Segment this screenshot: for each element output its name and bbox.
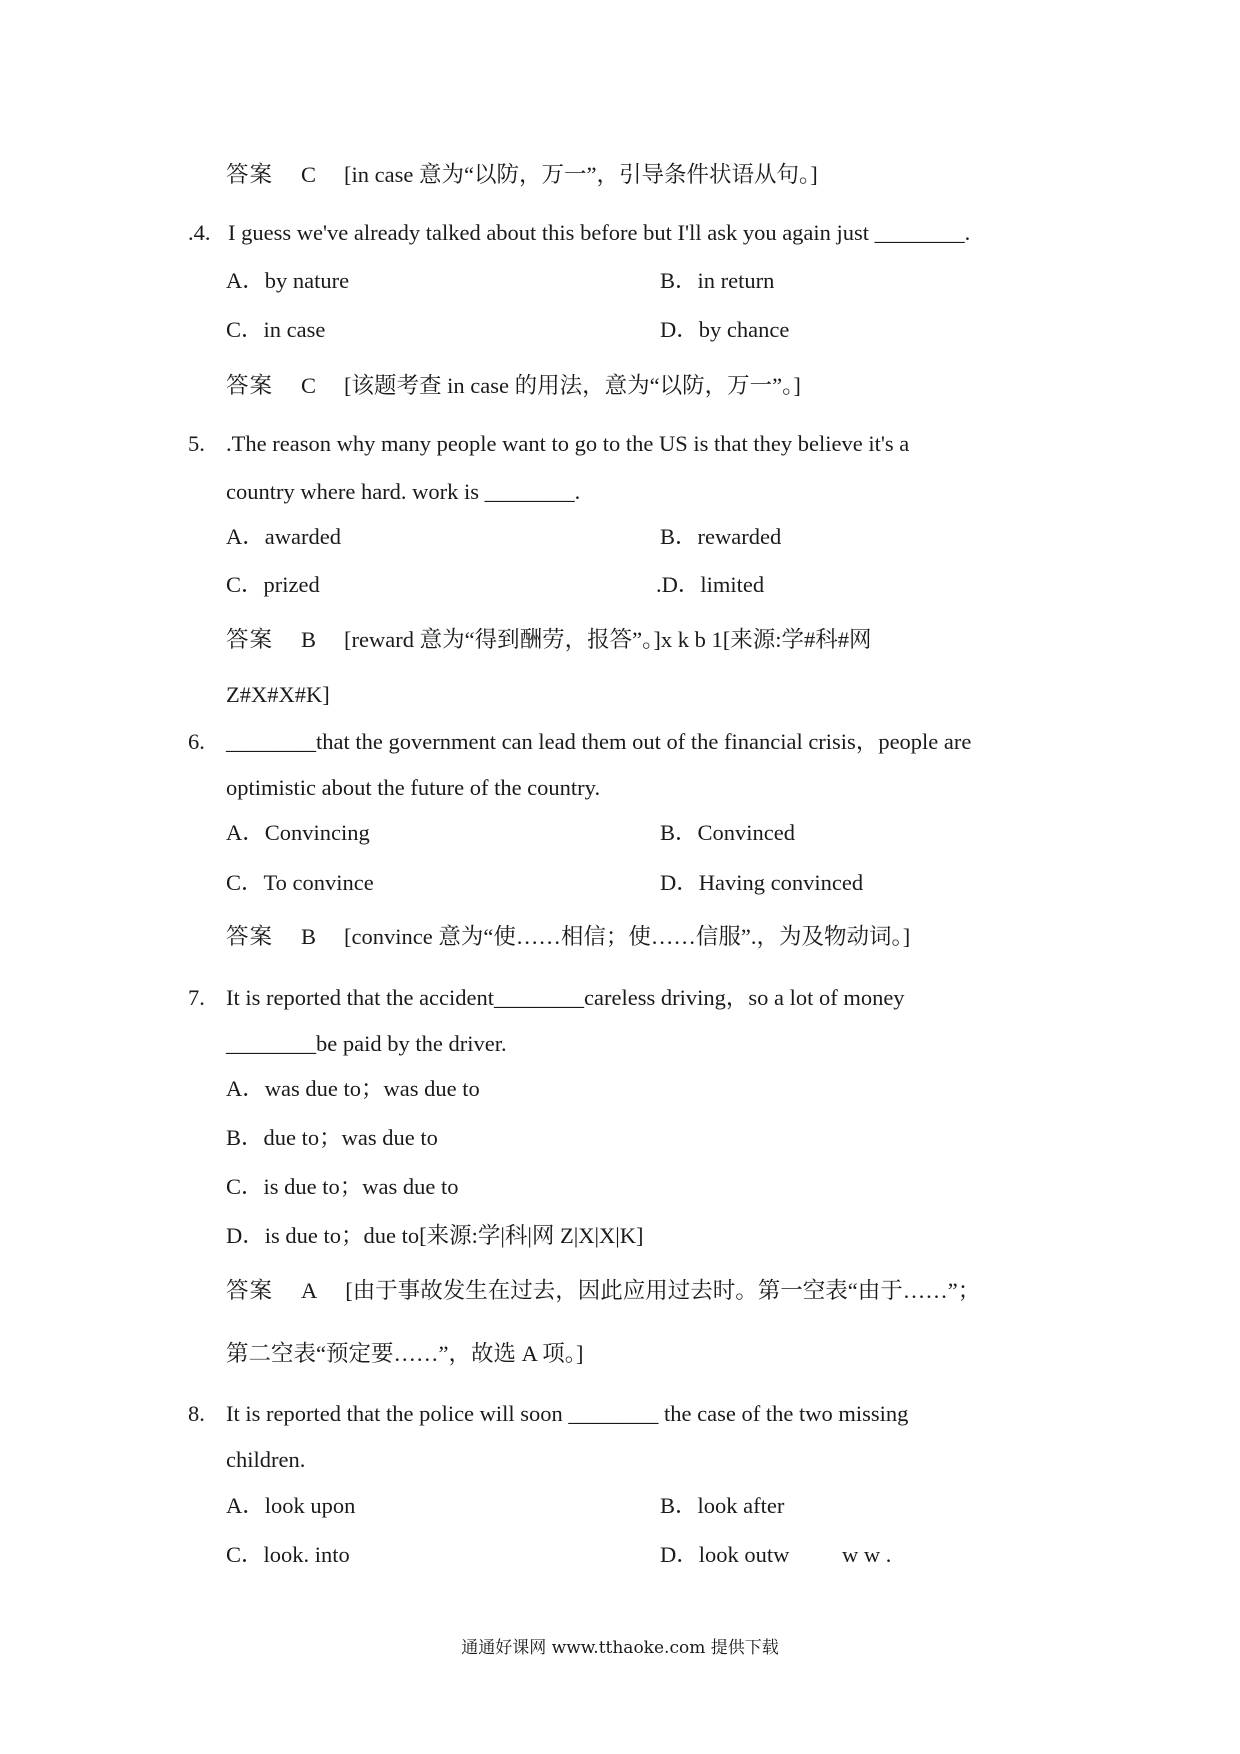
- q4-option-b: B．in return: [660, 268, 775, 293]
- answer-explanation: [该题考查 in case 的用法，意为“以防，万一”。]: [344, 373, 801, 398]
- question-8-stem-line2: children.: [226, 1447, 306, 1472]
- q5-option-d: .D．limited: [656, 572, 765, 597]
- question-6-stem-line1: ________that the government can lead them out of the financial crisis，people are: [226, 729, 972, 754]
- question-4-stem: I guess we've already talked about this before but I'll ask you again just ________.: [228, 220, 971, 245]
- question-8-stem-line1: It is reported that the police will soon ________ the case of the two missing: [226, 1401, 909, 1426]
- q7-option-d: D．is due to；due to[来源:学|科|网 Z|X|X|K]: [226, 1223, 644, 1248]
- answer-label: 答案: [226, 1278, 274, 1303]
- q8-option-d: D．look outw: [660, 1542, 790, 1567]
- answer-7: [226, 1276, 980, 1306]
- answer-letter: A: [301, 1278, 318, 1303]
- question-6-number: 6.: [188, 729, 205, 754]
- question-5-number: 5.: [188, 431, 205, 456]
- answer-explanation: [in case 意为“以防，万一”，引导条件状语从句。]: [344, 162, 818, 187]
- q7-option-b: B．due to；was due to: [226, 1125, 438, 1150]
- q5-option-a: A．awarded: [226, 524, 341, 549]
- question-7-stem-line2: ________be paid by the driver.: [226, 1031, 507, 1056]
- q5-option-c: C．prized: [226, 572, 320, 597]
- answer-6: [226, 922, 910, 952]
- answer-label: 答案: [226, 627, 274, 652]
- q7-option-c: C．is due to；was due to: [226, 1174, 459, 1199]
- q8-option-a: A．look upon: [226, 1493, 356, 1518]
- q8-stray-text: w w .: [842, 1542, 892, 1567]
- q7-option-a: A．was due to；was due to: [226, 1076, 480, 1101]
- answer-letter: C: [301, 162, 317, 187]
- answer-5-continued: Z#X#X#K]: [226, 682, 330, 707]
- question-7-stem-line1: It is reported that the accident________careless driving，so a lot of money: [226, 985, 905, 1010]
- q6-option-d: D．Having convinced: [660, 870, 864, 895]
- answer-4: [226, 371, 801, 401]
- answer-explanation: [reward 意为“得到酬劳，报答”。]x k b 1[来源:学#科#网: [344, 627, 872, 652]
- answer-letter: B: [301, 627, 317, 652]
- question-7-number: 7.: [188, 985, 205, 1010]
- q4-option-a: A．by nature: [226, 268, 350, 293]
- answer-explanation: [convince 意为“使……相信；使……信服”.，为及物动词。]: [344, 924, 911, 949]
- answer-3: [226, 160, 818, 190]
- q8-option-c: C．look. into: [226, 1542, 350, 1567]
- page-footer: 通通好课网 www.tthaoke.com 提供下载: [461, 1638, 779, 1658]
- q8-option-b: B．look after: [660, 1493, 785, 1518]
- answer-7-continued: 第二空表“预定要……”，故选 A 项。]: [226, 1341, 584, 1366]
- answer-label: 答案: [226, 373, 274, 398]
- answer-letter: C: [301, 373, 317, 398]
- question-5-stem-line2: country where hard. work is ________.: [226, 479, 581, 504]
- answer-explanation: [由于事故发生在过去，因此应用过去时。第一空表“由于……”；: [345, 1278, 981, 1303]
- answer-label: 答案: [226, 162, 274, 187]
- answer-label: 答案: [226, 924, 274, 949]
- question-8-number: 8.: [188, 1401, 205, 1426]
- q6-option-a: A．Convincing: [226, 820, 370, 845]
- question-4-number: .4.: [188, 220, 211, 245]
- question-5-stem-line1: .The reason why many people want to go to the US is that they believe it's a: [226, 431, 910, 456]
- answer-5: [226, 625, 871, 655]
- q6-option-c: C．To convince: [226, 870, 374, 895]
- answer-letter: B: [301, 924, 317, 949]
- question-6-stem-line2: optimistic about the future of the country.: [226, 775, 601, 800]
- q4-option-d: D．by chance: [660, 317, 790, 342]
- q5-option-b: B．rewarded: [660, 524, 782, 549]
- q4-option-c: C．in case: [226, 317, 326, 342]
- q6-option-b: B．Convinced: [660, 820, 795, 845]
